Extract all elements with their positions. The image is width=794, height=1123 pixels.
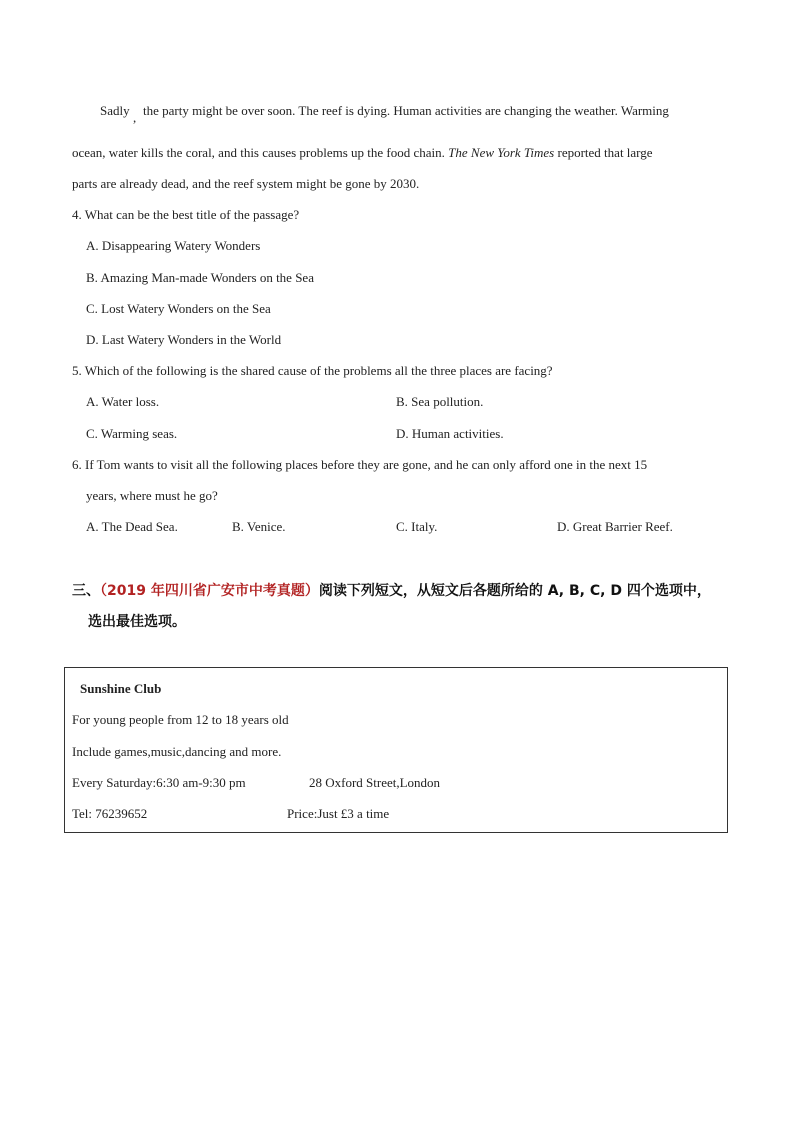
passage-line-1-start: Sadly	[100, 103, 130, 118]
question-6-option-b: B. Venice.	[232, 519, 286, 534]
passage-line-2-end: reported that large	[557, 145, 653, 160]
question-6-stem-line-2: years, where must he go?	[86, 488, 218, 503]
question-4-option-b: B. Amazing Man-made Wonders on the Sea	[86, 270, 314, 285]
question-4-stem: 4. What can be the best title of the passage?	[72, 207, 300, 222]
question-5-option-b: B. Sea pollution.	[396, 394, 484, 409]
question-5-stem: 5. Which of the following is the shared cause of the problems all the three places are facing?	[72, 363, 553, 378]
question-6-option-d: D. Great Barrier Reef.	[557, 519, 673, 534]
newspaper-title: The New York Times	[448, 145, 555, 160]
passage-line-3: parts are already dead, and the reef system might be gone by 2030.	[72, 176, 420, 191]
ad-tel: Tel: 76239652	[72, 806, 148, 821]
ad-title: Sunshine Club	[80, 681, 162, 696]
question-6-stem-line-1: 6. If Tom wants to visit all the following places before they are gone, and he can only afford one in the next 15	[72, 457, 648, 472]
question-5-option-a: A. Water loss.	[86, 394, 160, 409]
passage-line-1-rest	[143, 103, 669, 119]
ad-price: Price:Just £3 a time	[287, 806, 390, 821]
ad-address: 28 Oxford Street,London	[309, 775, 441, 790]
section-3-instruction-continued: 选出最佳选项。	[88, 614, 186, 630]
passage-line-1	[100, 103, 130, 119]
question-5-option-d: D. Human activities.	[396, 426, 504, 441]
section-3-source: （2019 年四川省广安市中考真题）	[100, 583, 319, 599]
question-4-option-a: A. Disappearing Watery Wonders	[86, 238, 261, 253]
question-4-option-d: D. Last Watery Wonders in the World	[86, 332, 282, 347]
passage-line-2-start: ocean, water kills the coral, and this causes problems up the food chain.	[72, 145, 445, 160]
ad-time: Every Saturday:6:30 am-9:30 pm	[72, 775, 246, 790]
passage-line-2	[72, 145, 653, 161]
passage-line-1-end: the party might be over soon. The reef is dying. Human activities are changing the weather. Warming	[143, 103, 669, 118]
section-3-heading	[72, 580, 711, 600]
question-4-option-c: C. Lost Watery Wonders on the Sea	[86, 301, 271, 316]
passage-comma: ,	[133, 110, 137, 125]
section-3-number: 三、	[72, 583, 100, 599]
section-3-instruction: 阅读下列短文，从短文后各题所给的 A, B, C, D 四个选项中，	[318, 583, 711, 599]
question-6-option-a: A. The Dead Sea.	[86, 519, 178, 534]
ad-activities: Include games,music,dancing and more.	[72, 744, 282, 759]
question-5-option-c: C. Warming seas.	[86, 426, 178, 441]
ad-audience: For young people from 12 to 18 years old	[72, 712, 289, 727]
question-6-option-c: C. Italy.	[396, 519, 438, 534]
